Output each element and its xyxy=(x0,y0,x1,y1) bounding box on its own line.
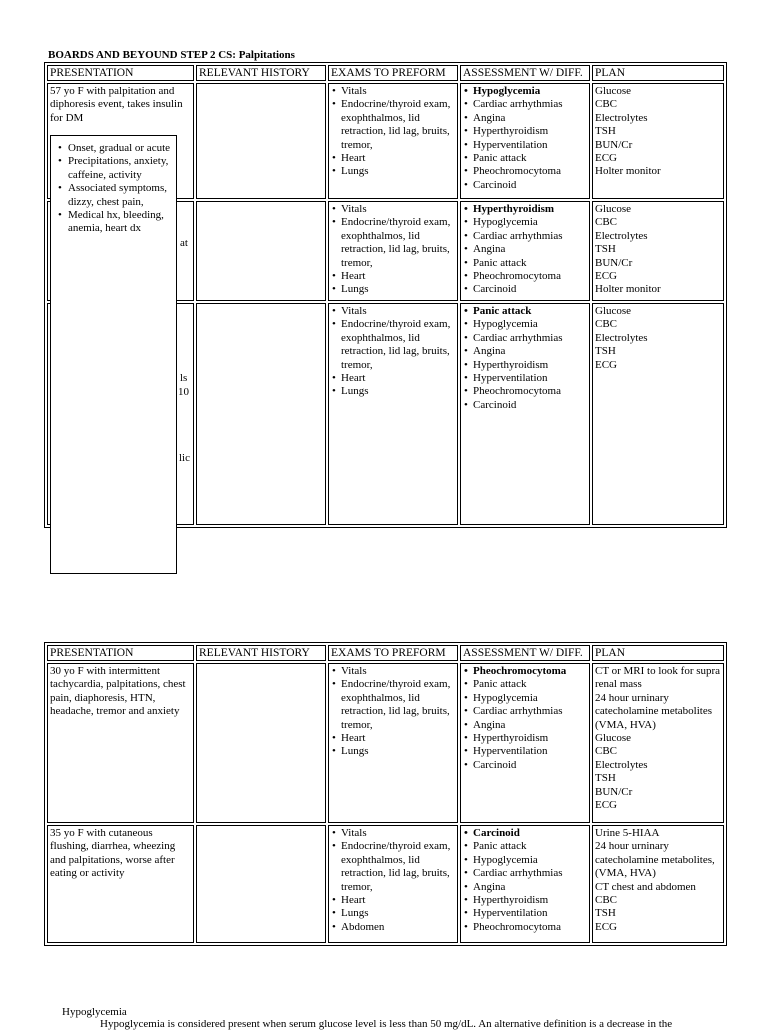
list-item: • Carcinoid xyxy=(473,759,587,772)
plan-item: CT or MRI to look for supra renal mass xyxy=(595,665,721,691)
assessment-list xyxy=(463,305,587,412)
section-heading: Hypoglycemia xyxy=(62,1006,127,1018)
assessment-list xyxy=(463,827,587,934)
list-item: • Lungs xyxy=(341,907,455,920)
list-item: • Vitals xyxy=(341,827,455,840)
list-item: • Hypoglycemia xyxy=(473,216,587,229)
list-item: • Pheochromocytoma xyxy=(473,921,587,934)
plan-cell xyxy=(592,83,724,199)
list-item: • Pheochromocytoma xyxy=(473,270,587,283)
list-item: • Vitals xyxy=(341,203,455,216)
list-item: • Lungs xyxy=(341,283,455,296)
plan-item: ECG xyxy=(595,799,617,812)
list-item: • Cardiac arrhythmias xyxy=(473,867,587,880)
list-item: • Onset, gradual or acute xyxy=(68,142,172,155)
plan-item: CBC xyxy=(595,98,618,111)
header-exams: EXAMS TO PREFORM xyxy=(328,645,458,661)
assessment-list xyxy=(463,85,587,192)
list-item: • Medical hx, bleeding, anemia, heart dx xyxy=(68,209,172,236)
plan-item: Urine 5-HIAA xyxy=(595,827,660,840)
list-item: • Cardiac arrhythmias xyxy=(473,230,587,243)
list-item: • Hyperthyroidism xyxy=(473,732,587,745)
list-item: • Vitals xyxy=(341,85,455,98)
list-item: • Carcinoid xyxy=(473,179,587,192)
hidden-text-fragment: at xyxy=(180,237,188,249)
plan-cell xyxy=(592,201,724,301)
list-item: • Panic attack xyxy=(473,257,587,270)
history-checklist xyxy=(57,142,172,236)
header-presentation: PRESENTATION xyxy=(47,645,194,661)
header-exams: EXAMS TO PREFORM xyxy=(328,65,458,81)
list-item: • Carcinoid xyxy=(473,827,587,840)
header-assessment: ASSESSMENT W/ DIFF. xyxy=(460,65,590,81)
table-header-row xyxy=(47,65,724,81)
list-item: • Hyperventilation xyxy=(473,139,587,152)
exams-list xyxy=(331,203,455,297)
list-item: • Hypoglycemia xyxy=(473,854,587,867)
hidden-text-fragment: 10 xyxy=(178,386,189,398)
list-item: • Cardiac arrhythmias xyxy=(473,705,587,718)
plan-item: Electrolytes xyxy=(595,331,648,344)
list-item: • Angina xyxy=(473,881,587,894)
plan-item: ECG xyxy=(595,358,617,371)
list-item: • Heart xyxy=(341,270,455,283)
history-cell xyxy=(196,201,326,301)
list-item: • Associated symptoms, dizzy, chest pain, xyxy=(68,182,172,209)
assessment-cell xyxy=(460,201,590,301)
plan-item: ECG xyxy=(595,152,617,165)
list-item: • Heart xyxy=(341,894,455,907)
history-cell xyxy=(196,663,326,823)
plan-item: TSH xyxy=(595,345,616,358)
plan-item: Glucose xyxy=(595,85,632,98)
plan-item: TSH xyxy=(595,772,616,785)
list-item: • Endocrine/thyroid exam, exophthalmos, lid retraction, lid lag, bruits, tremor, xyxy=(341,678,455,732)
list-item: • Endocrine/thyroid exam, exophthalmos, lid retraction, lid lag, bruits, tremor, xyxy=(341,318,455,372)
plan-item: ECG xyxy=(595,920,617,933)
list-item: • Endocrine/thyroid exam, exophthalmos, lid retraction, lid lag, bruits, tremor, xyxy=(341,840,455,894)
list-item: • Hypoglycemia xyxy=(473,692,587,705)
plan-item: Holter monitor xyxy=(595,165,661,178)
plan-item: Electrolytes xyxy=(595,111,648,124)
assessment-cell xyxy=(460,825,590,943)
exams-list xyxy=(331,827,455,934)
list-item: • Lungs xyxy=(341,745,455,758)
list-item: • Angina xyxy=(473,719,587,732)
list-item: • Vitals xyxy=(341,665,455,678)
body-text: Hypoglycemia is considered present when serum glucose level is less than 50 mg/dL. An alternative definition is a decrease in the xyxy=(100,1018,673,1030)
list-item: • Pheochromocytoma xyxy=(473,165,587,178)
history-cell xyxy=(196,83,326,199)
plan-item: BUN/Cr xyxy=(595,785,633,798)
plan-item: Glucose xyxy=(595,203,632,216)
plan-cell xyxy=(592,303,724,525)
plan-item: BUN/Cr xyxy=(595,138,633,151)
list-item: • Hypoglycemia xyxy=(473,85,587,98)
list-item: • Panic attack xyxy=(473,305,587,318)
list-item: • Hyperthyroidism xyxy=(473,894,587,907)
relevant-history-popup xyxy=(50,135,177,574)
list-item: • Hypoglycemia xyxy=(473,318,587,331)
history-cell xyxy=(196,825,326,943)
list-item: • Cardiac arrhythmias xyxy=(473,98,587,111)
list-item: • Hyperventilation xyxy=(473,745,587,758)
exams-list xyxy=(331,85,455,179)
list-item: • Lungs xyxy=(341,385,455,398)
plan-item: Holter monitor xyxy=(595,283,661,296)
assessment-cell xyxy=(460,663,590,823)
list-item: • Carcinoid xyxy=(473,283,587,296)
list-item: • Precipitations, anxiety, caffeine, activity xyxy=(68,155,172,182)
plan-item: TSH xyxy=(595,907,616,920)
plan-item: BUN/Cr xyxy=(595,256,633,269)
header-plan: PLAN xyxy=(592,65,724,81)
exams-cell xyxy=(328,663,458,823)
list-item: • Heart xyxy=(341,372,455,385)
plan-item: CBC xyxy=(595,216,618,229)
header-relevant-history: RELEVANT HISTORY xyxy=(196,65,326,81)
list-item: • Hyperthyroidism xyxy=(473,359,587,372)
assessment-list xyxy=(463,665,587,772)
exams-cell xyxy=(328,201,458,301)
list-item: • Hyperventilation xyxy=(473,372,587,385)
plan-item: Glucose xyxy=(595,305,632,318)
list-item: • Angina xyxy=(473,345,587,358)
hidden-text-fragment: ls xyxy=(180,372,188,384)
plan-item: ECG xyxy=(595,270,617,283)
plan-item: CBC xyxy=(595,894,618,907)
exams-cell xyxy=(328,303,458,525)
presentation-cell: 30 yo F with intermittent tachycardia, palpitations, chest pain, diaphoresis, HTN, headache, tremor and anxiety xyxy=(47,663,194,823)
header-relevant-history: RELEVANT HISTORY xyxy=(196,645,326,661)
history-cell xyxy=(196,303,326,525)
list-item: • Hyperventilation xyxy=(473,907,587,920)
presentation-cell: 57 yo F with palpitation and diphoresis event, takes insulin for DM xyxy=(47,83,194,199)
list-item: • Pheochromocytoma xyxy=(473,665,587,678)
table-row xyxy=(47,663,724,823)
assessment-list xyxy=(463,203,587,297)
plan-item: Glucose xyxy=(595,732,632,745)
exams-cell xyxy=(328,825,458,943)
list-item: • Pheochromocytoma xyxy=(473,385,587,398)
assessment-cell xyxy=(460,83,590,199)
list-item: • Heart xyxy=(341,152,455,165)
list-item: • Panic attack xyxy=(473,840,587,853)
plan-item: 24 hour urninary catecholamine metabolites, (VMA, HVA) xyxy=(595,840,715,880)
plan-item: TSH xyxy=(595,243,616,256)
list-item: • Panic attack xyxy=(473,678,587,691)
list-item: • Endocrine/thyroid exam, exophthalmos, lid retraction, lid lag, bruits, tremor, xyxy=(341,98,455,152)
plan-item: 24 hour urninary catecholamine metabolites (VMA, HVA) xyxy=(595,691,712,731)
plan-item: CT chest and abdomen xyxy=(595,880,696,893)
list-item: • Endocrine/thyroid exam, exophthalmos, lid retraction, lid lag, bruits, tremor, xyxy=(341,216,455,270)
plan-item: CBC xyxy=(595,318,618,331)
presentation-cell: 35 yo F with cutaneous flushing, diarrhea, wheezing and palpitations, worse after eating or activity xyxy=(47,825,194,943)
exams-cell xyxy=(328,83,458,199)
list-item: • Hyperthyroidism xyxy=(473,125,587,138)
header-presentation: PRESENTATION xyxy=(47,65,194,81)
plan-cell xyxy=(592,825,724,943)
header-plan: PLAN xyxy=(592,645,724,661)
list-item: • Cardiac arrhythmias xyxy=(473,332,587,345)
list-item: • Lungs xyxy=(341,165,455,178)
list-item: • Angina xyxy=(473,112,587,125)
plan-item: Electrolytes xyxy=(595,229,648,242)
exams-list xyxy=(331,305,455,399)
plan-cell xyxy=(592,663,724,823)
table-header-row xyxy=(47,645,724,661)
list-item: • Panic attack xyxy=(473,152,587,165)
list-item: • Heart xyxy=(341,732,455,745)
plan-item: TSH xyxy=(595,125,616,138)
palpitations-table-2 xyxy=(44,642,727,946)
assessment-cell xyxy=(460,303,590,525)
list-item: • Carcinoid xyxy=(473,399,587,412)
header-assessment: ASSESSMENT W/ DIFF. xyxy=(460,645,590,661)
exams-list xyxy=(331,665,455,759)
plan-item: Electrolytes xyxy=(595,758,648,771)
list-item: • Hyperthyroidism xyxy=(473,203,587,216)
list-item: • Abdomen xyxy=(341,921,455,934)
plan-item: CBC xyxy=(595,745,618,758)
list-item: • Angina xyxy=(473,243,587,256)
document-title: BOARDS AND BEYOUND STEP 2 CS: Palpitations xyxy=(48,49,295,61)
hidden-text-fragment: lic xyxy=(179,452,190,464)
list-item: • Vitals xyxy=(341,305,455,318)
table-row xyxy=(47,825,724,943)
